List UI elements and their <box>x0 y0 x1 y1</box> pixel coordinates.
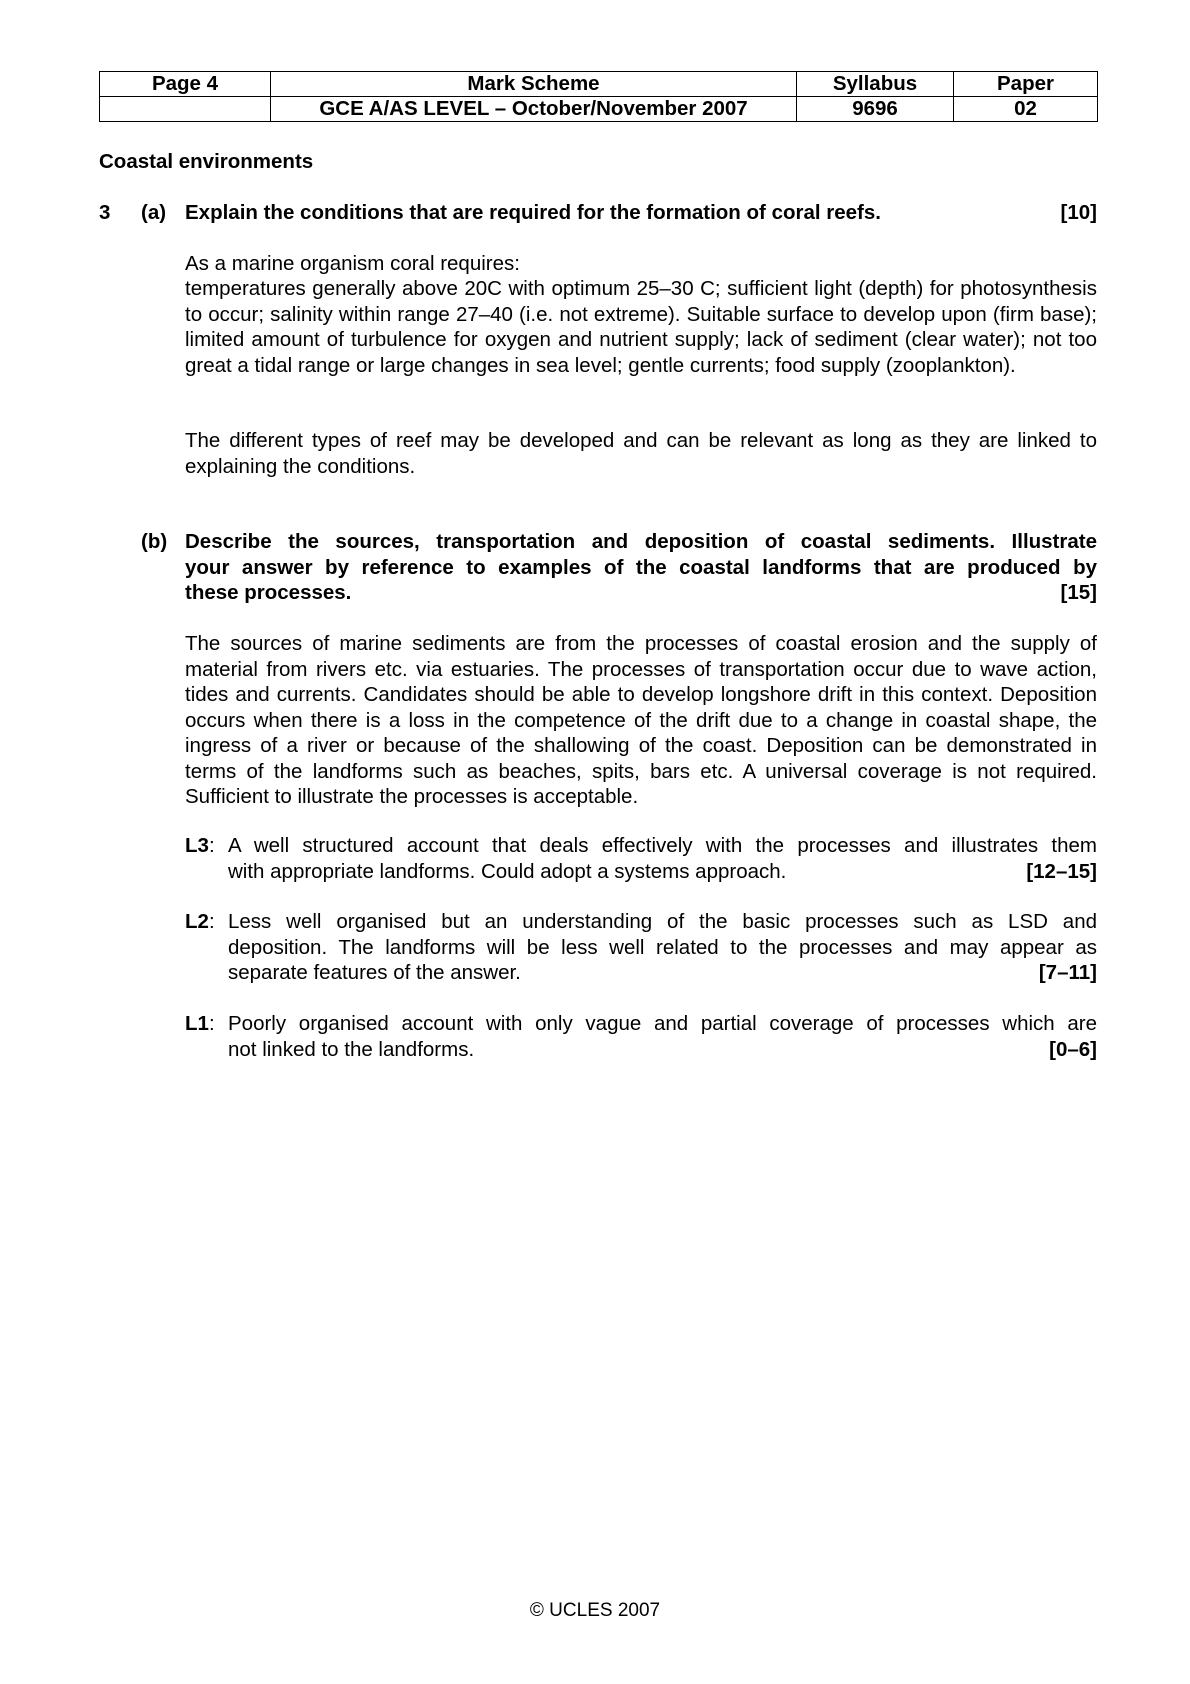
level-l1-marks: [0–6] <box>1049 1037 1097 1061</box>
level-l1-line-2-row <box>228 1037 1097 1063</box>
part-a-marks: [10] <box>1060 201 1097 224</box>
level-l3-line-2-row <box>228 859 1097 885</box>
level-l2-text <box>228 909 1097 986</box>
level-l3-code: L3 <box>185 834 209 857</box>
header-paper-number: 02 <box>954 97 1098 122</box>
level-l3-marks: [12–15] <box>1026 859 1097 883</box>
part-a-intro: As a marine organism coral requires: <box>185 252 520 275</box>
header-page: Page 4 <box>100 72 271 97</box>
part-b-marks: [15] <box>1060 581 1097 604</box>
footer-copyright: © UCLES 2007 <box>529 1600 661 1621</box>
level-l3-line-2: with appropriate landforms. Could adopt a systems approach. <box>228 859 787 883</box>
question-number: 3 <box>99 201 111 224</box>
header-syllabus: Syllabus <box>797 72 954 97</box>
level-l3-line-1: A well structured account that deals effectively with the processes and illustrates them <box>228 834 1097 857</box>
part-b-answer: The sources of marine sediments are from the processes of coastal erosion and the supply of material from rivers etc. via estuaries. The processes of transportation occur due to wave action, tides and currents. Candidates should be able to develop longshore drift in this context. Deposition occurs when there is a loss in the competence of the drift due to a change in coastal shape, the ingress of a river or because of the shallowing of the coast. Deposition can be demonstrated in terms of the landforms such as beaches, spits, bars etc. A universal coverage is not required. Sufficient to illustrate the processes is acceptable. <box>185 632 1097 808</box>
level-l2 <box>185 909 1097 986</box>
level-l2-code: L2 <box>185 910 209 933</box>
part-a-answer: temperatures generally above 20C with optimum 25–30 C; sufficient light (depth) for photosynthesis to occur; salinity within range 27–40 (i.e. not extreme). Suitable surface to develop upon (firm base); limited amount of turbulence for oxygen and nutrient supply; lack of sediment (clear water); not too great a tidal range or large changes in sea level; gentle currents; food supply (zooplankton). <box>185 277 1097 377</box>
header-table <box>99 71 1098 122</box>
part-b-label: (b) <box>141 530 168 553</box>
level-l2-marks: [7–11] <box>1038 961 1097 984</box>
level-l1-line-2: not linked to the landforms. <box>228 1037 475 1061</box>
level-l2-line-3-row <box>228 960 1097 986</box>
part-a-label: (a) <box>141 201 167 224</box>
level-l2-line-2: deposition. The landforms will be less well related to the processes and may appear as <box>228 935 1097 959</box>
header-exam-title: GCE A/AS LEVEL – October/November 2007 <box>271 97 797 122</box>
header-row-2 <box>100 97 1098 122</box>
level-l2-line-1: Less well organised but an understanding of the basic processes such as LSD and <box>228 910 1097 933</box>
part-b-prompt-line-2: your answer by reference to examples of the coastal landforms that are produced by <box>185 555 1097 579</box>
header-syllabus-code: 9696 <box>797 97 954 122</box>
header-paper: Paper <box>954 72 1098 97</box>
part-a-note: The different types of reef may be developed and can be relevant as long as they are linked to explaining the conditions. <box>185 429 1097 478</box>
level-l1-label: L1: <box>185 1012 215 1035</box>
part-b-prompt-line-3-text: these processes. <box>185 581 352 604</box>
part-b-prompt-line-1: Describe the sources, transportation and deposition of coastal sediments. Illustrate <box>185 530 1097 553</box>
header-mark-scheme: Mark Scheme <box>271 72 797 97</box>
part-b-prompt <box>185 529 1097 606</box>
level-l1 <box>185 1011 1097 1062</box>
part-b-prompt-line-3 <box>185 580 1097 606</box>
level-l3-text <box>228 833 1097 884</box>
header-page-value <box>100 97 271 122</box>
level-l3 <box>185 833 1097 884</box>
level-l2-label: L2: <box>185 910 215 933</box>
level-l3-label: L3: <box>185 834 215 857</box>
level-l1-text <box>228 1011 1097 1062</box>
level-l1-code: L1 <box>185 1012 209 1035</box>
part-a-prompt-line <box>185 200 1097 226</box>
header-row-1 <box>100 72 1098 97</box>
section-title: Coastal environments <box>99 150 314 173</box>
part-a-prompt: Explain the conditions that are required for the formation of coral reefs. <box>185 201 881 224</box>
level-l1-line-1: Poorly organised account with only vague and partial coverage of processes which are <box>228 1012 1097 1035</box>
level-l2-line-3: separate features of the answer. <box>228 961 521 984</box>
